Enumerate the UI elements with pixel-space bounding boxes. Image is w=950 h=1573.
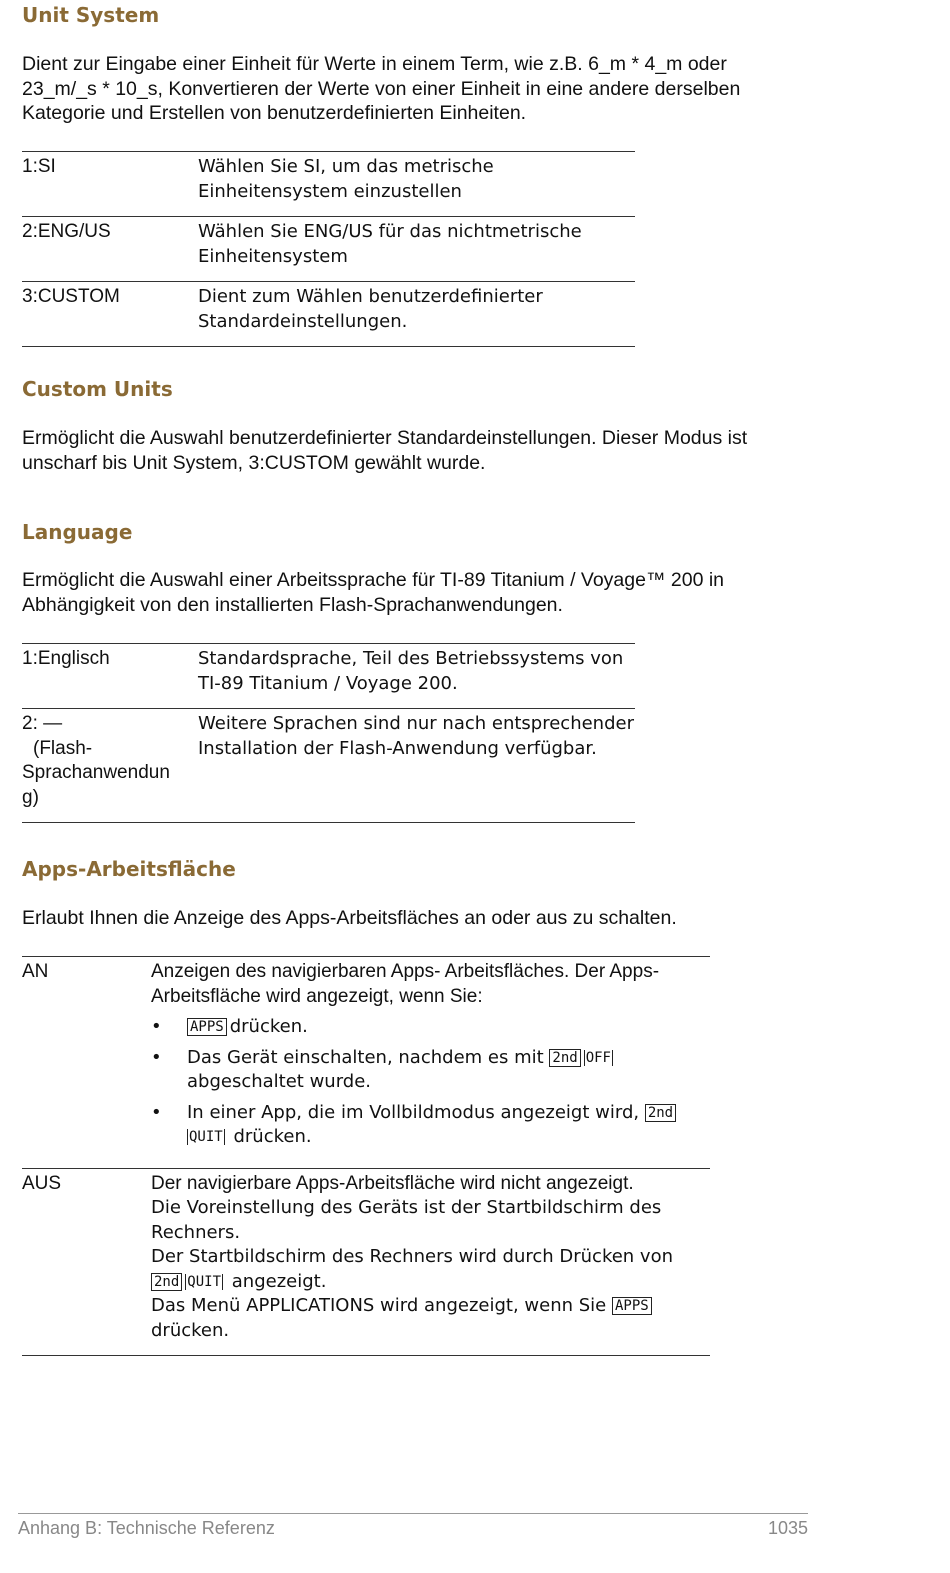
- aus-line: [151, 1245, 710, 1294]
- aus-text: angezeigt.: [231, 1270, 327, 1292]
- bullet-text: In einer App, die im Vollbildmodus angezeigt wird,: [187, 1101, 640, 1123]
- aus-line: [151, 1294, 710, 1343]
- aus-text: drücken.: [151, 1319, 230, 1341]
- bullet-list: [151, 1015, 710, 1150]
- description: [151, 957, 710, 1169]
- term-line: g): [22, 786, 39, 808]
- term: [22, 709, 198, 823]
- page-number: 1035: [767, 1518, 808, 1538]
- description: Weitere Sprachen sind nur nach entsprechender Installation der Flash-Anwendung verfügbar.: [198, 709, 635, 823]
- table-row: [22, 217, 635, 282]
- list-item: [151, 1046, 710, 1095]
- heading-apps-arbeitsflaeche: Apps-Arbeitsfläche: [22, 857, 236, 881]
- heading-custom-units: Custom Units: [22, 377, 173, 401]
- table-row: [22, 709, 635, 823]
- term: AN: [22, 957, 151, 1169]
- bullet-icon: •: [151, 1046, 162, 1068]
- list-item: [151, 1015, 710, 1040]
- term-line: Sprachanwendun: [22, 762, 170, 783]
- heading-unit-system: Unit System: [22, 3, 160, 27]
- description: Standardsprache, Teil des Betriebssystems von TI-89 Titanium / Voyage 200.: [198, 644, 635, 709]
- custom-units-text: Ermöglicht die Auswahl benutzerdefinierter Standardeinstellungen. Dieser Modus ist unscharf bis Unit System, 3:CUSTOM gewählt wurde.: [22, 427, 748, 474]
- apps-intro: Erlaubt Ihnen die Anzeige des Apps-Arbeitsfläches an oder aus zu schalten.: [22, 907, 677, 929]
- description: Wählen Sie ENG/US für das nichtmetrische Einheitensystem: [198, 217, 635, 282]
- unit-system-intro: Dient zur Eingabe einer Einheit für Werte in einem Term, wie z.B. 6_m * 4_m oder 23_m/_s * 10_s, Konvertieren der Werte von einer Einheit in eine andere derselben Kategorie und Erstellen von benutzerdefinierten Einheiten.: [22, 53, 741, 124]
- apps-key-icon: APPS: [187, 1018, 227, 1036]
- bullet-icon: •: [151, 1101, 162, 1123]
- unit-system-table: [22, 151, 635, 347]
- aus-line: Der navigierbare Apps-Arbeitsfläche wird nicht angezeigt.: [151, 1172, 634, 1194]
- table-row: [22, 152, 635, 217]
- term: 3:CUSTOM: [22, 282, 198, 347]
- term-line: (Flash-: [33, 737, 93, 759]
- term: AUS: [22, 1168, 151, 1356]
- apps-table: [22, 956, 710, 1356]
- table-row: [22, 957, 710, 1169]
- bullet-text: abgeschaltet wurde.: [187, 1071, 372, 1092]
- table-row: [22, 644, 635, 709]
- aus-text: Der Startbildschirm des Rechners wird durch Drücken von: [151, 1246, 674, 1267]
- bullet-text: drücken.: [233, 1126, 312, 1147]
- table-row: [22, 282, 635, 347]
- term: 1:Englisch: [22, 644, 198, 709]
- bullet-text: drücken.: [229, 1016, 308, 1037]
- description: [151, 1168, 710, 1356]
- language-intro: Ermöglicht die Auswahl einer Arbeitssprache für TI-89 Titanium / Voyage™ 200 in Abhängigkeit von den installierten Flash-Sprachanwendungen.: [22, 569, 725, 616]
- second-key-icon: 2nd: [151, 1273, 182, 1291]
- quit-key-icon: QUIT: [189, 1129, 223, 1145]
- second-key-icon: 2nd: [645, 1104, 676, 1122]
- second-key-icon: 2nd: [549, 1049, 580, 1067]
- quit-key-icon: QUIT: [187, 1273, 222, 1290]
- term-line: 2: —: [22, 713, 63, 734]
- footer-title: Anhang B: Technische Referenz: [18, 1518, 275, 1538]
- bullet-text: Das Gerät einschalten, nachdem es mit: [187, 1046, 544, 1068]
- heading-language: Language: [22, 520, 133, 544]
- bullet-icon: •: [151, 1016, 162, 1037]
- term: 1:SI: [22, 152, 198, 217]
- table-row: [22, 1168, 710, 1356]
- aus-line: Die Voreinstellung des Geräts ist der Startbildschirm des Rechners.: [151, 1197, 662, 1243]
- page-footer: [18, 1513, 808, 1539]
- description: Dient zum Wählen benutzerdefinierter Standardeinstellungen.: [198, 282, 635, 347]
- term: 2:ENG/US: [22, 217, 198, 282]
- language-table: [22, 643, 635, 823]
- list-item: [151, 1101, 710, 1150]
- aus-text: Das Menü APPLICATIONS wird angezeigt, wenn Sie: [151, 1295, 607, 1316]
- description: Wählen Sie SI, um das metrische Einheitensystem einzustellen: [198, 152, 635, 217]
- off-key-icon: OFF: [585, 1049, 611, 1066]
- an-description-text: Anzeigen des navigierbaren Apps- Arbeitsfläches. Der Apps-Arbeitsfläche wird angezeigt, wenn Sie:: [151, 961, 660, 1007]
- apps-key-icon: APPS: [612, 1297, 652, 1315]
